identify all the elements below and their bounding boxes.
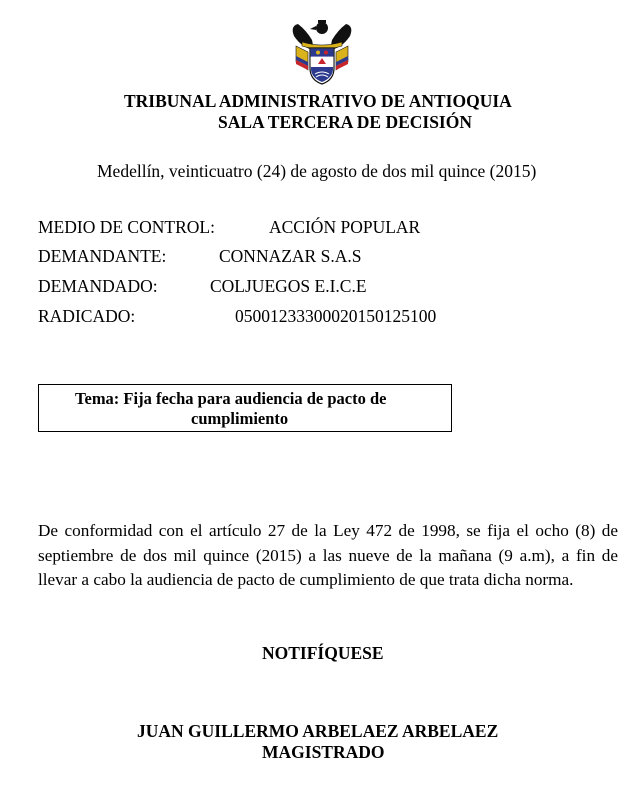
field-value: CONNAZAR S.A.S bbox=[219, 246, 362, 266]
date-line: Medellín, veinticuatro (24) de agosto de dos mil quince (2015) bbox=[97, 161, 537, 181]
topic-line-1: Tema: Fija fecha para audiencia de pacto de bbox=[75, 389, 387, 408]
topic-line-2: cumplimiento bbox=[191, 409, 289, 428]
field-label: DEMANDADO: bbox=[38, 276, 158, 296]
field-label: DEMANDANTE: bbox=[38, 246, 167, 266]
field-value: ACCIÓN POPULAR bbox=[269, 217, 421, 237]
court-name: TRIBUNAL ADMINISTRATIVO DE ANTIOQUIA bbox=[124, 91, 512, 111]
chamber-name: SALA TERCERA DE DECISIÓN bbox=[218, 112, 472, 132]
signatory-name: JUAN GUILLERMO ARBELAEZ ARBELAEZ bbox=[137, 721, 499, 741]
field-value: 05001233300020150125100 bbox=[235, 306, 437, 326]
order-body: De conformidad con el artículo 27 de la Ley 472 de 1998, se fija el ocho (8) de septiembre de dos mil quince (2015) a las nueve de la mañana (9 a.m), a fin de llevar a cabo la audiencia de pacto de cumplimiento de que trata dicha norma. bbox=[38, 521, 618, 589]
topic-box bbox=[38, 384, 452, 432]
field-label: MEDIO DE CONTROL: bbox=[38, 217, 215, 237]
colombia-coat-of-arms-icon bbox=[288, 16, 356, 88]
field-value: COLJUEGOS E.I.C.E bbox=[210, 276, 367, 296]
field-label: RADICADO: bbox=[38, 306, 136, 326]
notify-heading: NOTIFÍQUESE bbox=[262, 643, 384, 663]
signatory-title: MAGISTRADO bbox=[262, 742, 385, 762]
